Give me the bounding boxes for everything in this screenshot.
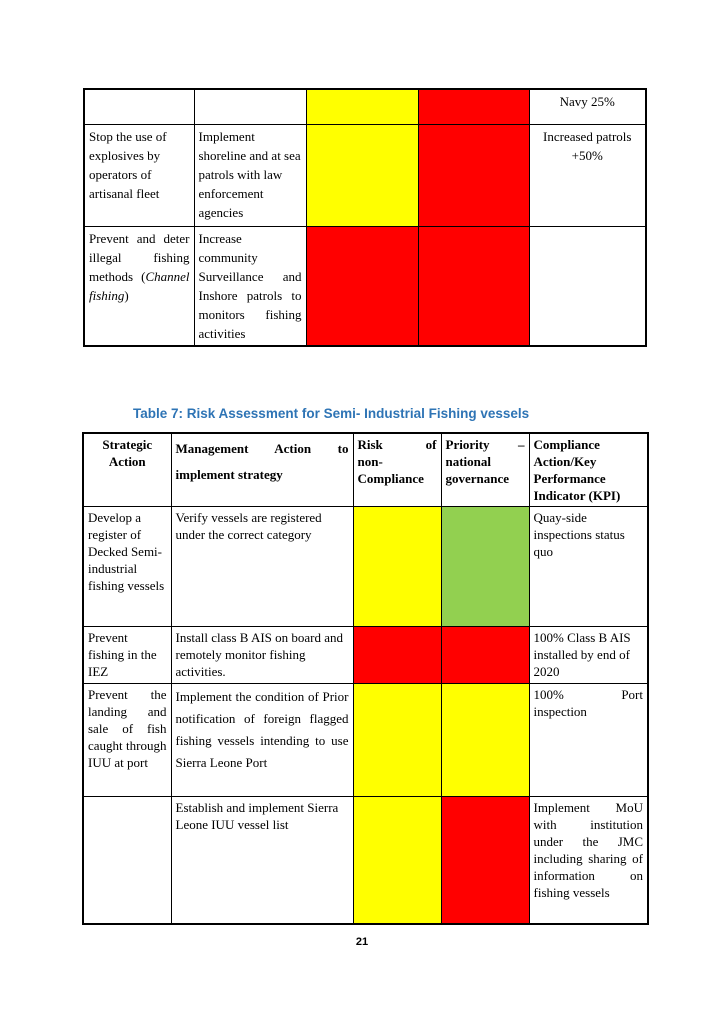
header-line: Risk of (357, 437, 437, 452)
kpi-cell: 100% Port inspection (529, 684, 648, 797)
header-compliance-kpi: Compliance Action/Key Performance Indicator (KPI) (529, 433, 648, 507)
header-strategic-action: Strategic Action (83, 433, 171, 507)
risk-table-semi-industrial (82, 432, 649, 925)
strategic-action-cell: Develop a register of Decked Semi-industrial fishing vessels (83, 507, 171, 627)
header-priority-governance (441, 433, 529, 507)
management-action-cell: Verify vessels are registered under the correct category (171, 507, 353, 627)
management-action-cell: Implement the condition of Prior notification of foreign flagged fishing vessels intending to use Sierra Leone Port (171, 684, 353, 797)
header-line: national (445, 454, 492, 469)
risk-level-cell-yellow (306, 124, 418, 226)
risk-table-artisanal-continuation (83, 88, 647, 347)
risk-level-cell-red (441, 627, 529, 684)
kpi-cell: Navy 25% (529, 89, 646, 124)
empty-cell (194, 89, 306, 124)
management-action-cell: Establish and implement Sierra Leone IUU vessel list (171, 797, 353, 924)
table-row (84, 226, 646, 346)
risk-level-cell-yellow (353, 797, 441, 924)
strategic-action-cell: Prevent the landing and sale of fish caught through IUU at port (83, 684, 171, 797)
risk-level-cell-green (441, 507, 529, 627)
header-line: implement strategy (175, 467, 283, 482)
risk-level-cell-yellow (353, 507, 441, 627)
header-management-action (171, 433, 353, 507)
table-row (84, 124, 646, 226)
risk-level-cell-red (418, 124, 529, 226)
risk-level-cell-red (418, 226, 529, 346)
table-7-caption: Table 7: Risk Assessment for Semi- Industrial Fishing vessels (133, 406, 530, 421)
empty-cell (529, 226, 646, 346)
kpi-cell: Implement MoU with institution under the JMC including sharing of information on fishing vessels (529, 797, 648, 924)
management-action-cell: Increase community Surveillance and Inshore patrols to monitors fishing activities (194, 226, 306, 346)
kpi-cell: Increased patrols +50% (529, 124, 646, 226)
risk-level-cell-red (306, 226, 418, 346)
header-risk-non-compliance (353, 433, 441, 507)
cell-text-italic: Channel fishing (89, 268, 190, 303)
kpi-cell: 100% Class B AIS installed by end of 2020 (529, 627, 648, 684)
table-row (83, 797, 648, 924)
header-line: governance (445, 471, 510, 486)
empty-cell (83, 797, 171, 924)
kpi-cell: Quay-side inspections status quo (529, 507, 648, 627)
management-action-cell: Implement shoreline and at sea patrols with law enforcement agencies (194, 124, 306, 226)
cell-text: Prevent and deter illegal fishing methods ( (89, 230, 190, 284)
header-line: Priority – (445, 437, 525, 452)
header-line: non- (357, 454, 383, 469)
risk-level-cell-red (418, 89, 529, 124)
strategic-action-cell (84, 226, 194, 346)
strategic-action-cell: Prevent fishing in the IEZ (83, 627, 171, 684)
table-row (83, 627, 648, 684)
risk-level-cell-red (353, 627, 441, 684)
risk-level-cell-red (441, 797, 529, 924)
table-row (83, 684, 648, 797)
cell-text: ) (124, 287, 129, 303)
table-row (84, 89, 646, 124)
risk-level-cell-yellow (441, 684, 529, 797)
risk-level-cell-yellow (306, 89, 418, 124)
header-line: Compliance (357, 471, 424, 486)
table-row (83, 507, 648, 627)
header-row (83, 433, 648, 507)
strategic-action-cell: Stop the use of explosives by operators of artisanal fleet (84, 124, 194, 226)
management-action-cell: Install class B AIS on board and remotely monitor fishing activities. (171, 627, 353, 684)
risk-level-cell-yellow (353, 684, 441, 797)
empty-cell (84, 89, 194, 124)
header-line: Management Action to (175, 441, 349, 456)
page-number: 21 (355, 936, 369, 948)
